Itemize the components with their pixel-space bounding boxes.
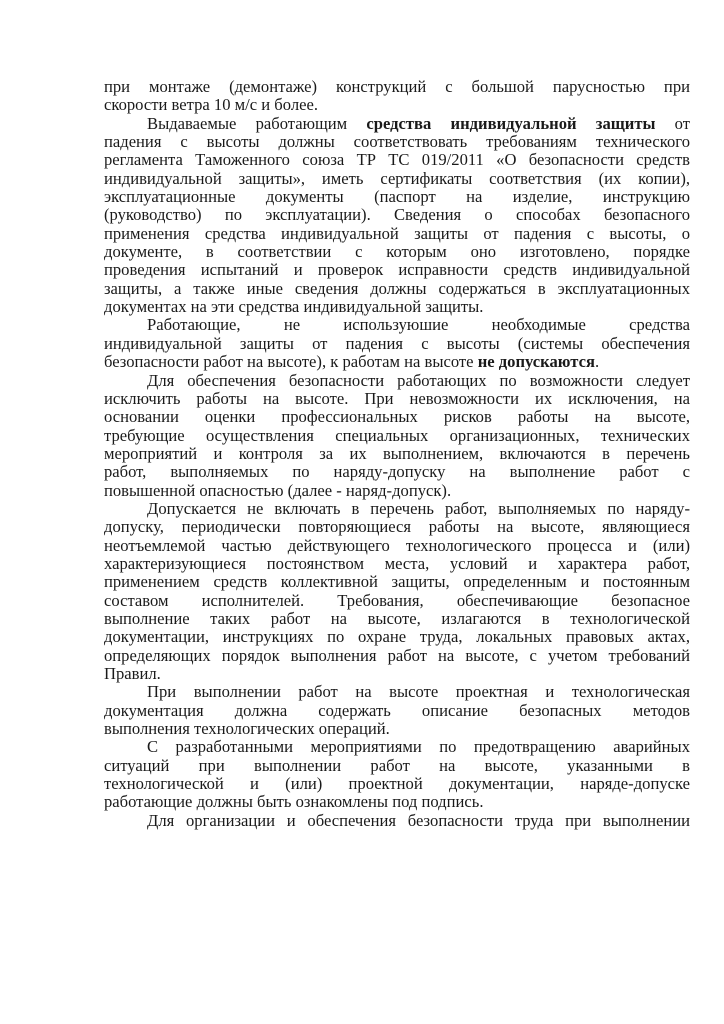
paragraph — [104, 683, 690, 738]
text-line — [104, 353, 690, 371]
paragraph — [104, 372, 690, 500]
text-line: мероприятий и контроля за их выполнением, включаются в перечень — [104, 443, 690, 463]
text-line: при монтаже (демонтаже) конструкций с большой парусностью при — [104, 77, 690, 96]
text-line: При выполнении работ на высоте проектная и технологическая — [147, 682, 690, 702]
text-line: (руководство) по эксплуатации). Сведения о способах безопасного — [104, 205, 690, 225]
text-line: документах на эти средства индивидуальной защиты. — [104, 297, 484, 317]
text-line: требующие осуществления специальных организационных, технических — [104, 425, 690, 445]
text-line: эксплуатационные документы (паспорт на изделие, инструкцию — [104, 187, 690, 207]
text-line: применения средства индивидуальной защиты от падения с высоты, о — [104, 223, 690, 243]
text-line: выполнения технологических операций. — [104, 719, 390, 739]
document-page — [104, 78, 690, 830]
text-segment: Выдаваемые работающим — [147, 113, 367, 133]
text-line — [104, 115, 690, 133]
text-line: документации, инструкциях по охране труда, локальных правовых актах, — [104, 627, 690, 647]
text-line: повышенной опасностью (далее - наряд-допуск). — [104, 480, 452, 500]
bold-text: не допускаются — [477, 352, 595, 372]
text-line: определяющих порядок выполнения работ на высоте, с учетом требований — [104, 645, 690, 665]
paragraph — [104, 500, 690, 683]
text-line: составом исполнителей. Требования, обеспечивающие безопасное — [104, 590, 690, 610]
text-line: работающие должны быть ознакомлены под подпись. — [104, 792, 484, 812]
text-line: индивидуальной защиты», иметь сертификаты соответствия (их копии), — [104, 168, 690, 188]
text-line: исключить работы на высоте. При невозможности их исключения, на — [104, 388, 690, 408]
text-line: выполнение таких работ на высоте, излагаются в технологической — [104, 608, 690, 628]
text-line: работ, выполняемых по наряду-допуску на выполнение работ с — [104, 462, 690, 482]
text-line: С разработанными мероприятиями по предотвращению аварийных — [147, 737, 690, 757]
text-line: технологической и (или) проектной документации, наряде-допуске — [104, 774, 690, 794]
text-line: падения с высоты должны соответствовать требованиям технического — [104, 132, 690, 152]
text-line: Работающие, не используюшие необходимые средства — [147, 315, 690, 335]
bold-text: средства индивидуальной защиты — [366, 113, 656, 133]
text-line: защиты, а также иные сведения должны содержаться в эксплуатационных — [104, 278, 690, 298]
text-line: скорости ветра 10 м/с и более. — [104, 95, 318, 115]
text-line: основании оценки профессиональных рисков работы на высоте, — [104, 407, 690, 427]
paragraph — [104, 115, 690, 317]
text-line: документе, в соответствии с которым оно изготовлено, порядке — [104, 242, 690, 262]
text-line: индивидуальной защиты от падения с высоты (системы обеспечения — [104, 333, 690, 353]
paragraph — [104, 316, 690, 371]
text-line: Для организации и обеспечения безопасности труда при выполнении — [147, 810, 690, 830]
text-segment: безопасности работ на высоте), к работам на высоте — [104, 352, 478, 372]
text-line: неотъемлемой частью действующего технологического процесса и (или) — [104, 535, 690, 555]
text-line: проведения испытаний и проверок исправности средств индивидуальной — [104, 260, 690, 280]
text-line: регламента Таможенного союза ТР ТС 019/2011 «О безопасности средств — [104, 150, 690, 170]
paragraph — [104, 738, 690, 811]
paragraph — [104, 812, 690, 830]
text-line: характеризующиеся постоянством места, условий и характера работ, — [104, 553, 690, 573]
text-line: Для обеспечения безопасности работающих по возможности следует — [147, 370, 690, 390]
text-line: применением средств коллективной защиты, определенным и постоянным — [104, 572, 690, 592]
text-segment: от — [655, 113, 690, 133]
text-segment: . — [594, 352, 600, 372]
text-line: ситуаций при выполнении работ на высоте, указанными в — [104, 755, 690, 775]
text-line: Правил. — [104, 664, 161, 683]
text-line: Допускается не включать в перечень работ, выполняемых по наряду- — [147, 498, 690, 518]
text-line: документация должна содержать описание безопасных методов — [104, 700, 690, 720]
paragraph — [104, 78, 690, 115]
text-line: допуску, периодически повторяющиеся работы на высоте, являющиеся — [104, 517, 690, 537]
